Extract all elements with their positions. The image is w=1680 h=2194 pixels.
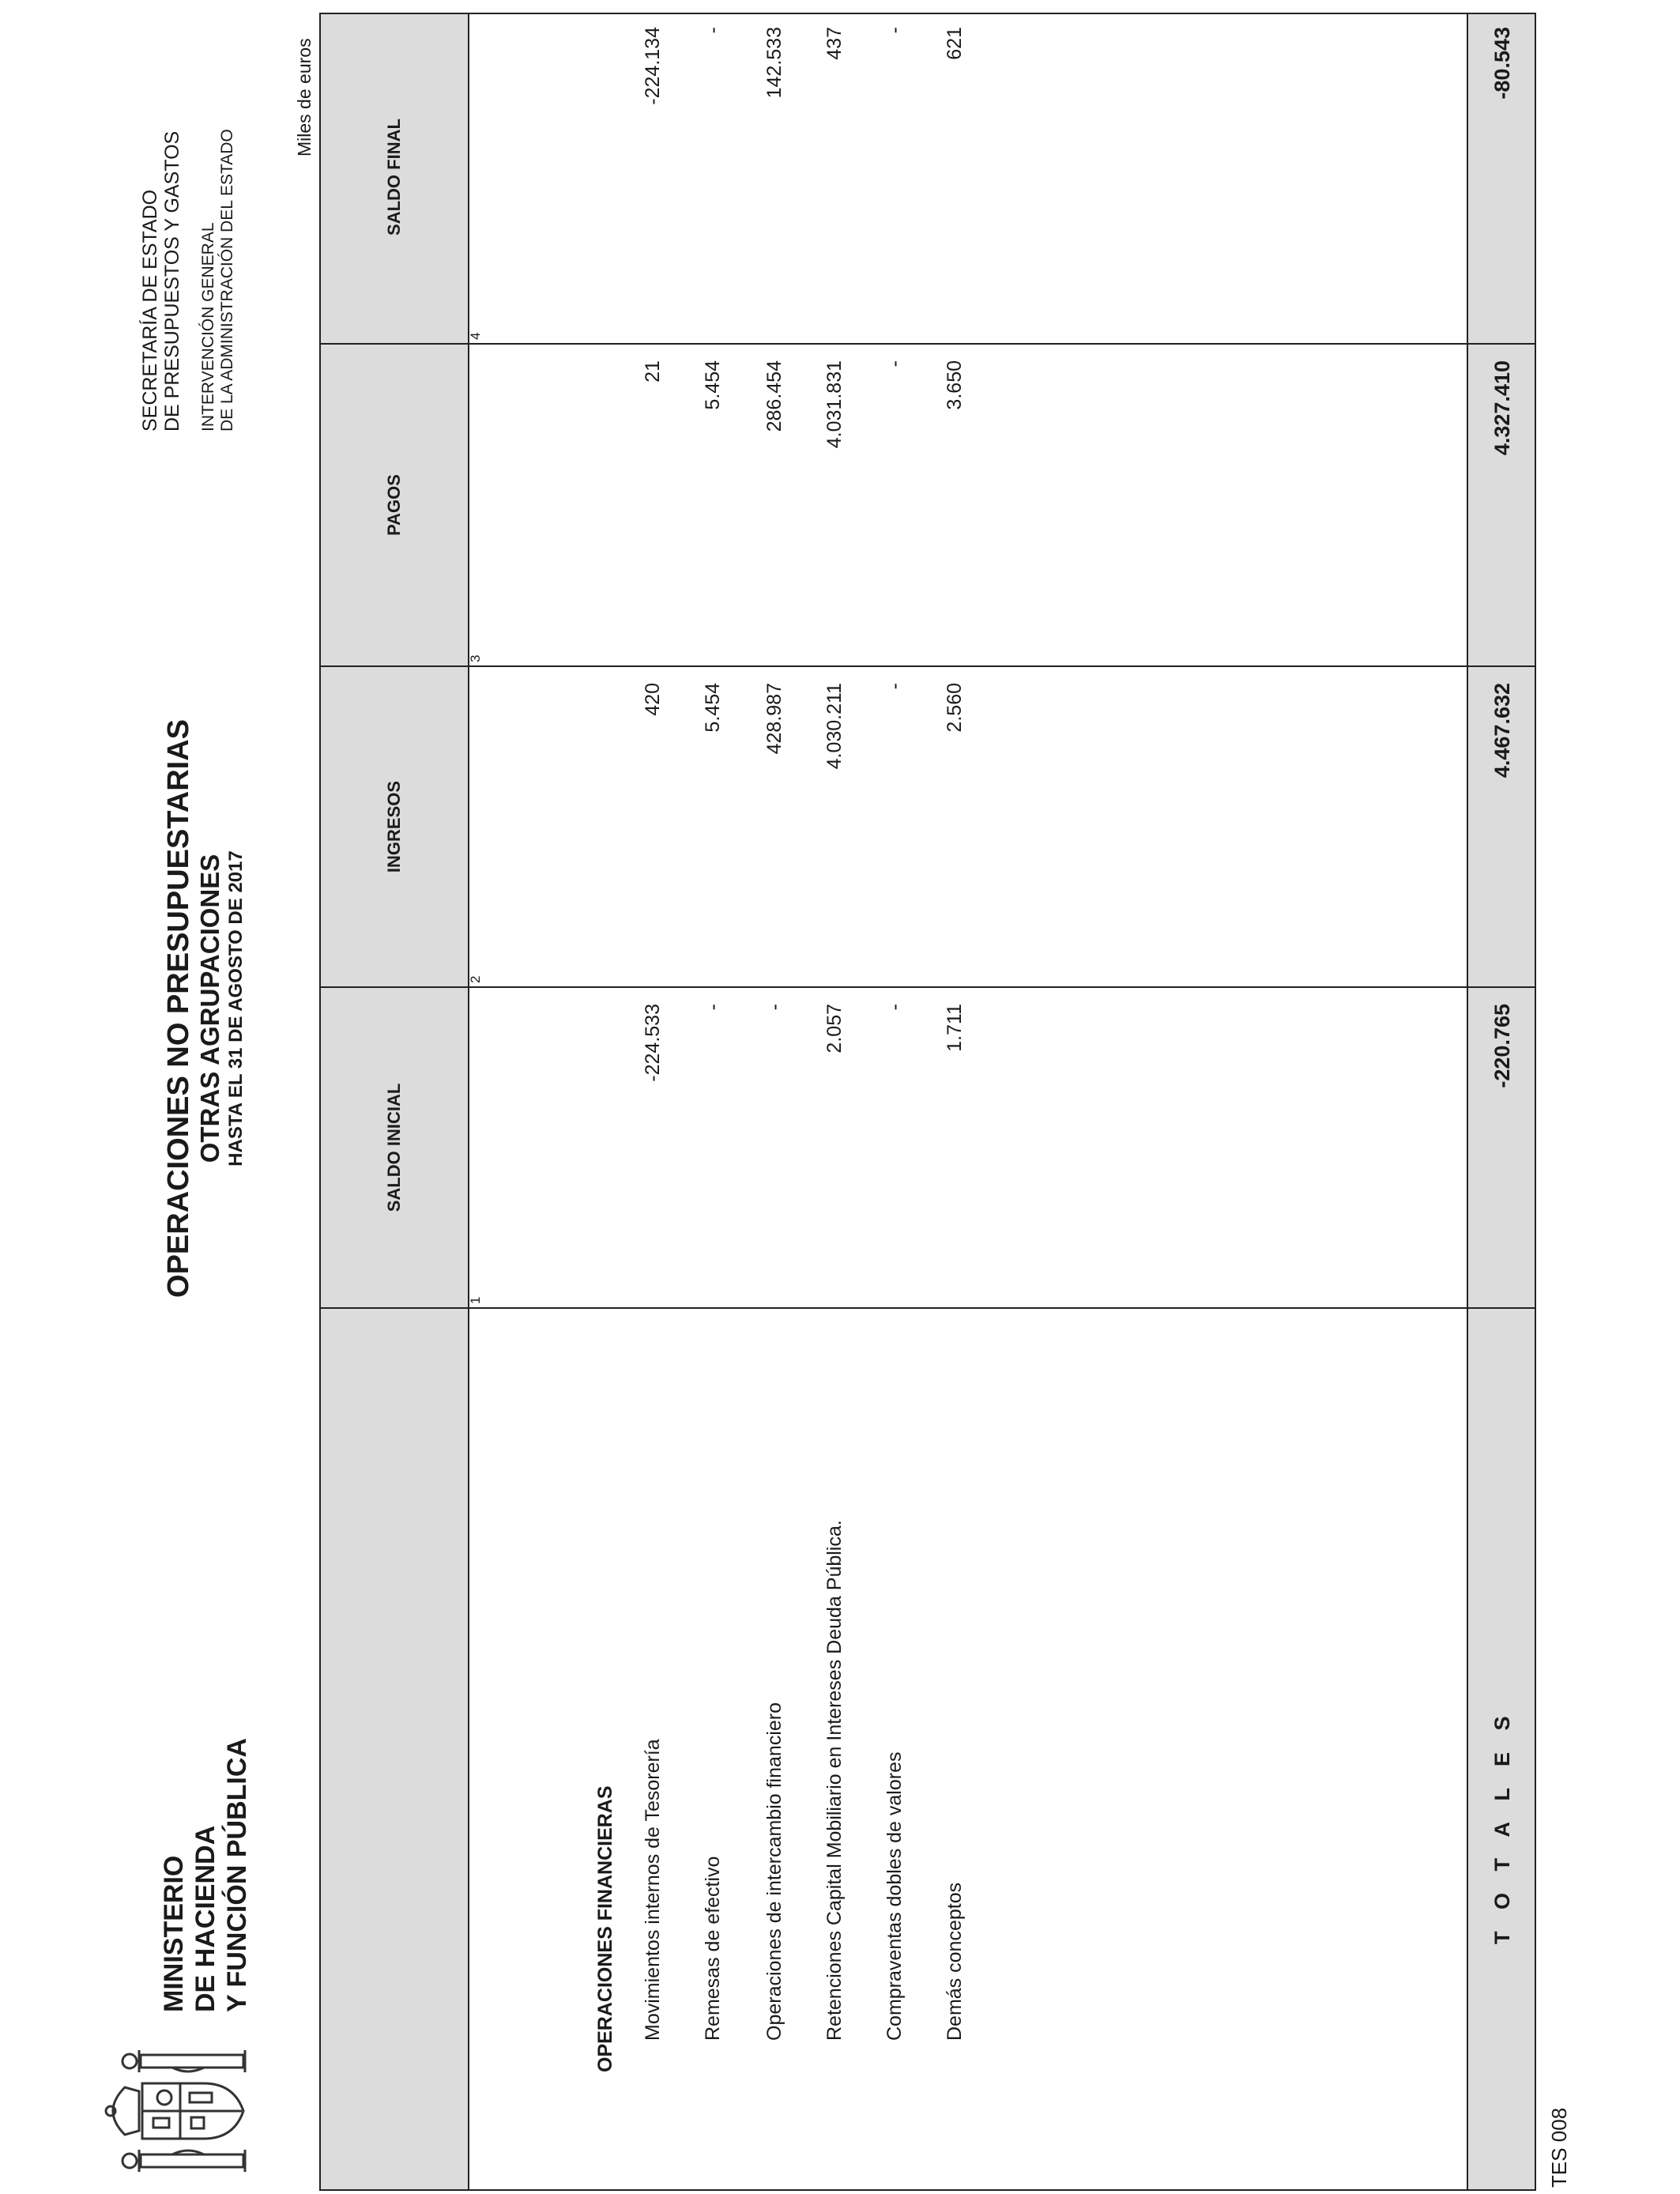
cell-ingresos: 5.454 xyxy=(702,683,724,733)
intervencion-line-2: DE LA ADMINISTRACIÓN DEL ESTADO xyxy=(218,129,236,432)
cell-saldo-final: -224.134 xyxy=(642,27,664,105)
cell-saldo-final: 621 xyxy=(944,27,966,60)
section-title: OPERACIONES FINANCIERAS xyxy=(594,1785,616,2072)
cell-ingresos: 420 xyxy=(642,683,664,716)
cell-pagos: 21 xyxy=(642,360,664,383)
document-date: HASTA EL 31 DE AGOSTO DE 2017 xyxy=(225,850,247,1167)
cell-saldo-inicial: 2.057 xyxy=(823,1004,846,1054)
ministry-line-1: MINISTERIO xyxy=(159,1855,189,2012)
cell-saldo-final: 142.533 xyxy=(763,27,785,99)
column-header-saldo-inicial: SALDO INICIAL xyxy=(384,1083,404,1212)
total-ingresos: 4.467.632 xyxy=(1490,683,1514,778)
column-header-saldo-final: SALDO FINAL xyxy=(384,119,404,236)
cell-saldo-inicial: -224.533 xyxy=(642,1004,664,1082)
row-label: Retenciones Capital Mobiliario en Intereses Deuda Pública. xyxy=(823,1520,846,2041)
row-label: Operaciones de intercambio financiero xyxy=(763,1702,785,2041)
data-table xyxy=(319,13,1536,2191)
cell-ingresos: - xyxy=(883,683,906,690)
ministry-line-2: DE HACIENDA xyxy=(190,1825,220,2012)
column-number-4: 4 xyxy=(468,332,483,340)
intervencion-line-1: INTERVENCIÓN GENERAL xyxy=(199,222,217,432)
document-subtitle: OTRAS AGRUPACIONES xyxy=(195,854,224,1163)
ministry-line-3: Y FUNCIÓN PÚBLICA xyxy=(222,1738,252,2012)
column-number-1: 1 xyxy=(468,1296,483,1304)
row-label: Remesas de efectivo xyxy=(702,1856,724,2041)
header-divider xyxy=(468,14,469,2189)
total-saldo-final: -80.543 xyxy=(1490,27,1514,100)
document-code: TES 008 xyxy=(1547,2107,1571,2188)
column-divider-4 xyxy=(321,343,1535,345)
total-pagos: 4.327.410 xyxy=(1490,360,1514,456)
column-divider-3 xyxy=(321,665,1535,667)
cell-pagos: - xyxy=(883,360,906,368)
secretaria-line-2: DE PRESUPUESTOS Y GASTOS xyxy=(161,130,183,432)
cell-saldo-final: - xyxy=(702,27,724,34)
row-label: Compraventas dobles de valores xyxy=(883,1751,906,2041)
cell-pagos: 3.650 xyxy=(944,360,966,410)
secretaria-block xyxy=(139,131,183,432)
cell-pagos: 5.454 xyxy=(702,360,724,410)
totals-divider xyxy=(1467,14,1468,2189)
total-saldo-inicial: -220.765 xyxy=(1490,1004,1514,1088)
column-header-ingresos: INGRESOS xyxy=(384,780,404,873)
secretaria-line-1: SECRETARÍA DE ESTADO xyxy=(139,189,161,432)
cell-saldo-final: 437 xyxy=(823,27,846,60)
unit-label: Miles de euros xyxy=(294,38,315,156)
cell-saldo-final: - xyxy=(883,27,906,34)
column-header-pagos: PAGOS xyxy=(384,474,404,536)
cell-ingresos: 2.560 xyxy=(944,683,966,733)
intervencion-block xyxy=(199,129,237,432)
document-title-block xyxy=(161,534,248,1483)
ministry-name xyxy=(158,1738,253,2012)
row-label: Movimientos internos de Tesorería xyxy=(642,1739,664,2041)
cell-ingresos: 4.030.211 xyxy=(823,683,846,770)
row-label: Demás conceptos xyxy=(944,1882,966,2041)
cell-saldo-inicial: 1.711 xyxy=(944,1004,966,1052)
cell-pagos: 4.031.831 xyxy=(823,360,846,449)
cell-saldo-inicial: - xyxy=(763,1004,785,1011)
column-number-3: 3 xyxy=(468,654,483,662)
totals-label: T O T A L E S xyxy=(1490,1708,1514,1944)
cell-saldo-inicial: - xyxy=(883,1004,906,1011)
cell-saldo-inicial: - xyxy=(702,1004,724,1011)
document-title: OPERACIONES NO PRESUPUESTARIAS xyxy=(162,719,195,1298)
cell-pagos: 286.454 xyxy=(763,360,785,432)
column-divider-1 xyxy=(321,1307,1535,1309)
cell-ingresos: 428.987 xyxy=(763,683,785,755)
column-divider-2 xyxy=(321,986,1535,988)
coat-of-arms-icon xyxy=(93,2044,259,2178)
column-number-2: 2 xyxy=(468,975,483,983)
